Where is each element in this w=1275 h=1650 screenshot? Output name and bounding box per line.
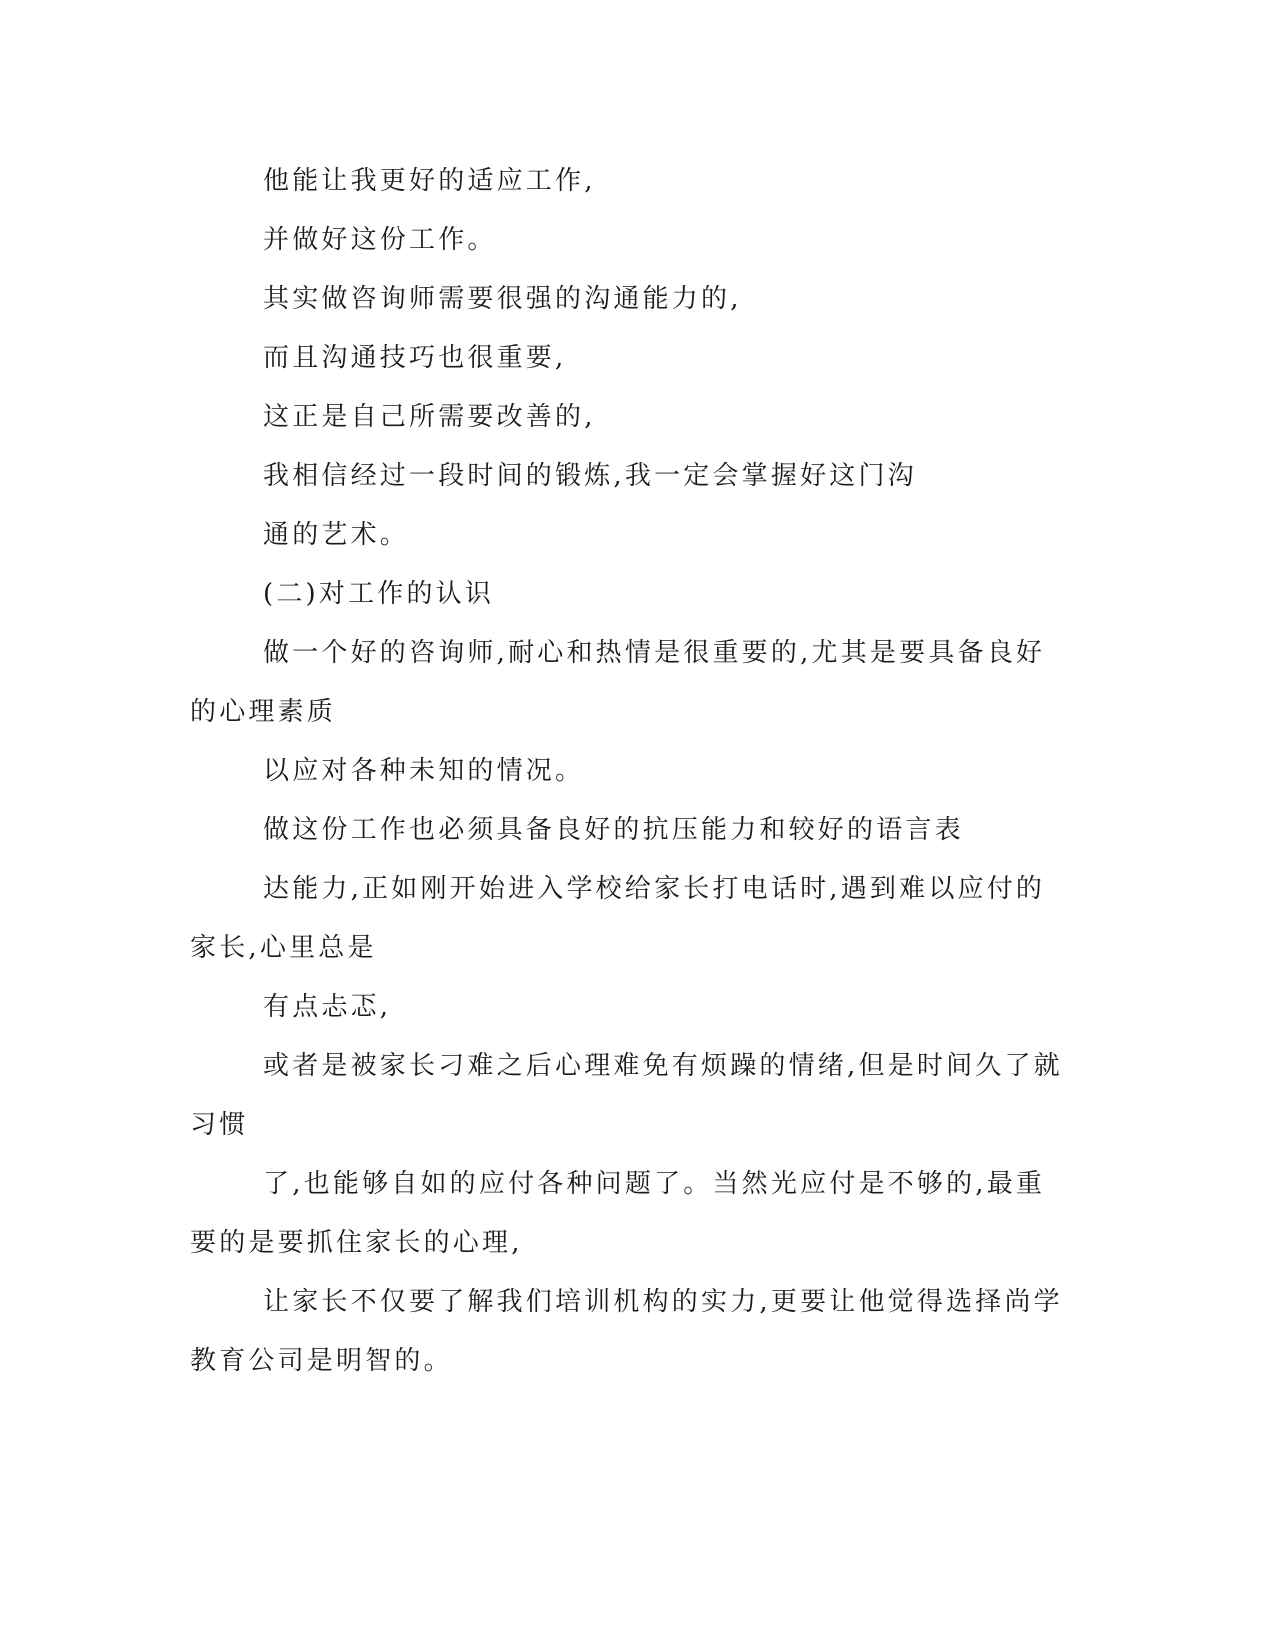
- section-heading: (二)对工作的认识: [263, 579, 495, 609]
- text-line: 他能让我更好的适应工作,: [263, 166, 596, 196]
- text-line: 我相信经过一段时间的锻炼,我一定会掌握好这门沟: [263, 461, 917, 491]
- text-line: 其实做咨询师需要很强的沟通能力的,: [263, 284, 742, 314]
- text-line: 并做好这份工作。: [263, 225, 497, 255]
- text-line: 或者是被家长刁难之后心理难免有烦躁的情绪,但是时间久了就: [263, 1051, 1063, 1081]
- text-line: 以应对各种未知的情况。: [263, 756, 585, 786]
- text-line: 做这份工作也必须具备良好的抗压能力和较好的语言表: [263, 815, 964, 845]
- text-line: 通的艺术。: [263, 520, 410, 550]
- text-line: 的心理素质: [190, 697, 337, 727]
- text-line: 家长,心里总是: [190, 933, 377, 963]
- text-line: 这正是自己所需要改善的,: [263, 402, 596, 432]
- text-line: 有点忐忑,: [263, 992, 392, 1022]
- text-line: 做一个好的咨询师,耐心和热情是很重要的,尤其是要具备良好: [263, 638, 1046, 668]
- text-line: 教育公司是明智的。: [190, 1346, 453, 1376]
- text-line: 了,也能够自如的应付各种问题了。当然光应付是不够的,最重: [263, 1169, 1046, 1199]
- text-line: 习惯: [190, 1110, 249, 1140]
- text-line: 让家长不仅要了解我们培训机构的实力,更要让他觉得选择尚学: [263, 1287, 1063, 1317]
- text-line: 要的是要抓住家长的心理,: [190, 1228, 523, 1258]
- text-line: 达能力,正如刚开始进入学校给家长打电话时,遇到难以应付的: [263, 874, 1046, 904]
- text-line: 而且沟通技巧也很重要,: [263, 343, 567, 373]
